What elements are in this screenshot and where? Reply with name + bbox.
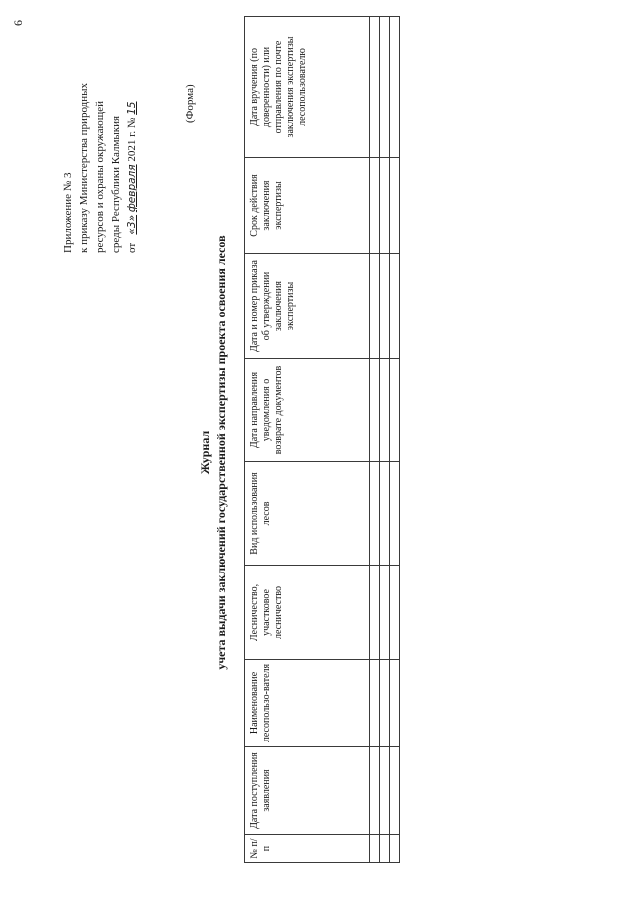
date-day: «3»: [126, 214, 138, 235]
journal-subtitle: учета выдачи заключений государственной экспертизы проекта освоения лесов: [214, 235, 228, 670]
table-cell: [380, 747, 390, 835]
page-number: 6: [11, 20, 25, 26]
column-header-return-notice-date: Дата направления уведомления о возврате документов: [245, 359, 370, 462]
table-cell: [380, 566, 390, 660]
table-cell: [370, 17, 380, 158]
table-cell: [390, 158, 400, 254]
table-cell: [380, 158, 390, 254]
column-header-forest-use-type: Вид использования лесов: [245, 462, 370, 566]
appendix-date-line: [124, 23, 140, 253]
appendix-republic-line: среды Республики Калмыкия: [110, 115, 122, 253]
column-header-order-date-number: Дата и номер приказа об утверждении заключения экспертизы: [245, 254, 370, 359]
column-header-forest-user: Наименование лесопользо-вателя: [245, 660, 370, 747]
table-cell: [370, 254, 380, 359]
column-header-number: № п/п: [245, 835, 370, 863]
table-cell: [370, 660, 380, 747]
table-row: [390, 17, 400, 863]
date-year: 2021 г. №: [126, 117, 138, 162]
table-cell: [380, 835, 390, 863]
appendix-order-line: к приказу Министерства природных: [78, 82, 90, 253]
table-cell: [390, 835, 400, 863]
appendix-ministry-line: ресурсов и охраны окружающей: [94, 101, 106, 253]
date-prefix: от: [126, 242, 138, 253]
table-cell: [390, 660, 400, 747]
table-cell: [390, 462, 400, 566]
table-cell: [380, 254, 390, 359]
table-cell: [390, 359, 400, 462]
table-row: [370, 17, 380, 863]
table-cell: [370, 158, 380, 254]
order-number: 15: [126, 101, 138, 115]
table-cell: [380, 17, 390, 158]
table-row: [380, 17, 390, 863]
appendix-number: Приложение № 3: [62, 172, 74, 253]
table-header-row: [245, 17, 370, 863]
journal-table: [244, 16, 400, 863]
table-cell: [370, 747, 380, 835]
column-header-delivery-date: Дата вручения (по доверенности) или отправления по почте заключения экспертизы лесопользователю: [245, 17, 370, 158]
column-header-application-date: Дата поступления заявления: [245, 747, 370, 835]
table-cell: [370, 566, 380, 660]
date-month: февраля: [126, 164, 138, 213]
table-cell: [380, 462, 390, 566]
table-cell: [370, 835, 380, 863]
form-label: (Форма): [184, 84, 196, 123]
column-header-validity-period: Срок действия заключения экспертизы: [245, 158, 370, 254]
table-cell: [390, 566, 400, 660]
table-cell: [380, 359, 390, 462]
table-cell: [380, 660, 390, 747]
table-cell: [370, 359, 380, 462]
journal-title: Журнал: [198, 430, 212, 475]
table-cell: [370, 462, 380, 566]
table-cell: [390, 254, 400, 359]
column-header-forestry: Лесничество, участковое лесничество: [245, 566, 370, 660]
table-cell: [390, 17, 400, 158]
appendix-header: [60, 23, 140, 253]
table-cell: [390, 747, 400, 835]
